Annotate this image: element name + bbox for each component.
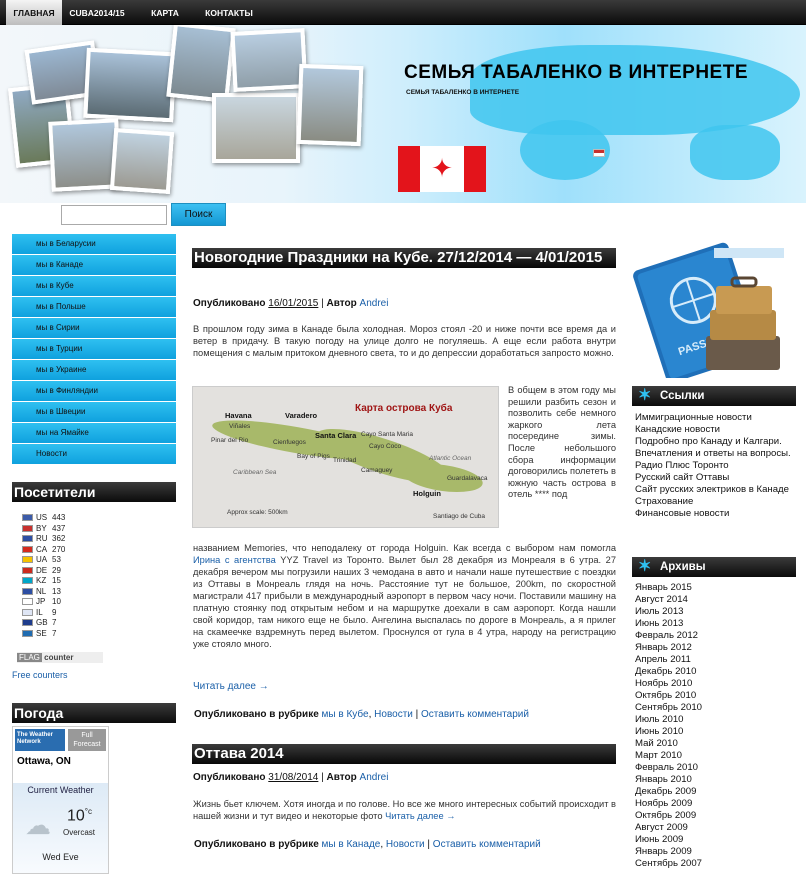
- map-label: Havana: [225, 411, 252, 420]
- visitor-row: [22, 534, 132, 545]
- passport-luggage-image: [624, 226, 796, 378]
- visitor-row: [22, 524, 132, 535]
- visitor-count: 13: [52, 586, 61, 596]
- cloud-icon: ☁: [25, 810, 51, 840]
- cuba-map-image[interactable]: [192, 386, 499, 528]
- visitor-count: 270: [52, 544, 66, 554]
- menu-item-canada[interactable]: мы в Канаде: [12, 255, 176, 276]
- author-label: Автор: [326, 298, 357, 309]
- post-meta: Опубликовано 16/01/2015 | Автор Andrei: [193, 298, 389, 309]
- map-label: Varadero: [285, 411, 318, 420]
- canada-flag: [398, 146, 486, 192]
- country-flag-icon: [22, 546, 33, 553]
- archive-item[interactable]: Июнь 2013: [635, 618, 684, 629]
- menu-item-turkey[interactable]: мы в Турции: [12, 339, 176, 360]
- weather-temperature: [67, 807, 92, 825]
- archives-title-text: Архивы: [660, 561, 706, 573]
- country-code: JP: [36, 597, 46, 606]
- map-label: Trinidad: [333, 457, 357, 464]
- link-item[interactable]: Страхование: [635, 496, 694, 507]
- world-map-shape: [690, 125, 780, 180]
- weather-condition: Overcast: [62, 828, 95, 837]
- menu-item-jamaica[interactable]: мы на Ямайке: [12, 423, 176, 444]
- map-label: Approx scale: 500km: [227, 509, 288, 516]
- archive-item[interactable]: Январь 2012: [635, 642, 692, 653]
- weather-widget-title: Погода: [12, 703, 176, 723]
- country-code: IL: [36, 607, 43, 617]
- read-more-link[interactable]: Читать далее →: [193, 681, 269, 692]
- map-label: Santa Clara: [315, 431, 357, 440]
- leave-comment-link[interactable]: Оставить комментарий: [432, 839, 541, 850]
- link-item[interactable]: Канадские новости: [635, 424, 721, 435]
- archive-item[interactable]: Август 2009: [635, 822, 688, 833]
- leave-comment-link[interactable]: Оставить комментарий: [421, 709, 529, 720]
- visitor-row: [22, 576, 132, 587]
- visitor-count: 443: [52, 513, 66, 522]
- visitor-count: 437: [52, 523, 66, 533]
- flag-counter-logo[interactable]: [17, 652, 103, 663]
- post-body-text: YYZ Travel из Торонто. Вылет был 28 декабря из Монреаля в 6 утра. 27 декабря вечером мы погрузили наших 3 чемодана в авто и начали наше путешествие с поездки из Оттавы в Монреаль глядя на ночь. Расстояние тут не большое, 200km, по скоростной магистрали 417 прибыли в международный аэропорт в первом часу ночи. Поставили машину на платную стоянку под открытым небом и на маршрутке доехали в сам аэропорт. Когда нашли свой коридор, там никого еще не было. Ангелина выспалась по дороге в Монреаль, а я прилег на скамеечке вздремнуть перед вылетом. Проснулся от гула в 4 утра, народу на регистрацию уже стояло много.: [193, 555, 616, 649]
- nav-home[interactable]: ГЛАВНАЯ: [6, 0, 62, 25]
- post-categories: Опубликовано в рубрике мы в Кубе, Новости | Оставить комментарий: [194, 709, 529, 720]
- photo-cathedral: [110, 128, 174, 194]
- visitor-count: 9: [52, 607, 57, 617]
- map-label: Guardalavaca: [447, 475, 488, 482]
- country-code: KZ: [36, 576, 47, 585]
- post-side-text: В общем в этом году мы решили разбить сезон и позволить себе немного жаркого лета посередине зимы. После небольшого сбора информации договорились полететь в южную часть острова в отель **** под: [508, 385, 616, 500]
- full-forecast-button[interactable]: Full Forecast: [68, 729, 106, 751]
- maple-leaf-icon: ✦: [431, 153, 453, 183]
- nav-sitemap[interactable]: КАРТА: [151, 8, 179, 18]
- menu-item-news[interactable]: Новости: [12, 444, 176, 465]
- temp-value: 10: [67, 807, 85, 825]
- weather-city: Ottawa, ON: [17, 756, 71, 767]
- sparkle-icon: ✶: [638, 387, 652, 404]
- weather-network-logo[interactable]: The Weather Network: [15, 729, 65, 751]
- photo-notre-dame: [297, 64, 364, 146]
- visitor-count: 7: [52, 618, 57, 627]
- country-flag-icon: [22, 514, 33, 521]
- map-label: Camaguey: [361, 467, 393, 474]
- visitor-count: 10: [52, 597, 61, 606]
- flag-counter-label: counter: [44, 653, 74, 662]
- map-label: Atlantic Ocean: [429, 455, 472, 462]
- archive-item[interactable]: Декабрь 2010: [635, 666, 697, 677]
- links-title-text: Ссылки: [660, 390, 705, 402]
- free-counters-link[interactable]: Free counters: [12, 670, 68, 680]
- country-flag-icon: [22, 609, 33, 616]
- country-code: SE: [36, 628, 47, 638]
- archive-item[interactable]: Декабрь 2009: [635, 786, 697, 797]
- photo-venice: [83, 48, 177, 123]
- visitor-row: [22, 555, 132, 566]
- menu-item-ukraine[interactable]: мы в Украине: [12, 360, 176, 381]
- menu-item-syria[interactable]: мы в Сирии: [12, 318, 176, 339]
- top-navigation: [0, 0, 806, 25]
- country-flag-icon: [22, 556, 33, 563]
- link-item[interactable]: Финансовые новости: [635, 508, 730, 519]
- world-map-shape: [470, 45, 800, 135]
- post-title[interactable]: Оттава 2014: [192, 744, 616, 764]
- post-author[interactable]: Andrei: [359, 772, 389, 783]
- flag-counter-flag-label: FLAG: [19, 653, 40, 662]
- author-label: Автор: [326, 772, 357, 783]
- country-flag-icon: [22, 598, 33, 605]
- menu-item-poland[interactable]: мы в Польше: [12, 297, 176, 318]
- country-code: CA: [36, 544, 48, 554]
- visitor-row: [22, 566, 132, 577]
- temp-unit: °c: [84, 807, 92, 816]
- country-code: GB: [36, 618, 48, 627]
- belarus-flag: [593, 149, 605, 157]
- post-body-text: названием Memories, что неподалеку от города Holguin. Как всегда с выбором нам помогла: [193, 543, 616, 553]
- visitor-row: [22, 618, 132, 629]
- post-body: [193, 542, 616, 650]
- published-label: Опубликовано: [193, 298, 266, 309]
- archives-list: [635, 582, 797, 870]
- map-label: Santiago de Cuba: [433, 513, 486, 520]
- visitors-widget-title: Посетители: [12, 482, 176, 502]
- links-list: [635, 412, 797, 520]
- map-label: Bay of Pigs: [297, 453, 330, 460]
- visitor-count: 29: [52, 565, 61, 575]
- archive-item[interactable]: Январь 2015: [635, 582, 692, 593]
- archive-item[interactable]: Февраль 2012: [635, 630, 699, 641]
- map-label: Viñales: [229, 423, 251, 430]
- menu-item-finland[interactable]: мы в Финляндии: [12, 381, 176, 402]
- visitor-row: [22, 545, 132, 556]
- country-flag-icon: [22, 577, 33, 584]
- archives-widget-title: [632, 557, 796, 577]
- archive-item[interactable]: Октябрь 2010: [635, 690, 697, 701]
- visitor-count: 362: [52, 534, 66, 543]
- post-title[interactable]: Новогодние Праздники на Кубе. 27/12/2014 — 4/01/2015: [192, 248, 616, 268]
- country-flag-icon: [22, 619, 33, 626]
- category-link-cuba[interactable]: мы в Кубе: [321, 709, 369, 720]
- archive-item[interactable]: Апрель 2011: [635, 654, 691, 665]
- country-flag-icon: [22, 567, 33, 574]
- photo-city: [230, 28, 307, 92]
- visitor-row: [22, 587, 132, 598]
- forecast-day: Wed Eve: [42, 852, 79, 862]
- map-label: Cayo Coco: [369, 443, 402, 450]
- current-weather-label: Current Weather: [27, 785, 94, 795]
- site-title[interactable]: СЕМЬЯ ТАБАЛЕНКО В ИНТЕРНЕТЕ: [404, 62, 748, 83]
- archive-item[interactable]: Июнь 2009: [635, 834, 684, 845]
- visitor-count: 7: [52, 628, 57, 638]
- nav-contacts[interactable]: КОНТАКТЫ: [205, 8, 253, 18]
- map-label: Cienfuegos: [273, 439, 306, 446]
- post-intro-text: Жизнь бьет ключем. Хотя иногда и по голове. Но все же много интересных событий происходит в нашей жизни и тут видео и некоторые фото: [193, 799, 616, 821]
- visitor-list: [22, 513, 132, 639]
- archive-item[interactable]: Февраль 2010: [635, 762, 699, 773]
- archive-item[interactable]: Июль 2013: [635, 606, 684, 617]
- weather-widget: [12, 726, 109, 874]
- visitor-row: [22, 608, 132, 619]
- visitor-row: [22, 597, 132, 608]
- archive-item[interactable]: Июль 2010: [635, 714, 684, 725]
- category-label: Опубликовано в рубрике: [194, 709, 319, 720]
- country-code: RU: [36, 534, 48, 543]
- archive-item[interactable]: Август 2014: [635, 594, 688, 605]
- menu-item-sweden[interactable]: мы в Швеции: [12, 402, 176, 423]
- archive-item[interactable]: Май 2010: [635, 738, 678, 749]
- archive-item[interactable]: Сентябрь 2007: [635, 858, 702, 869]
- archive-item[interactable]: Октябрь 2009: [635, 810, 697, 821]
- category-link-news[interactable]: Новости: [385, 839, 425, 850]
- country-code: UA: [36, 555, 48, 564]
- read-more-link[interactable]: Читать далее →: [385, 811, 456, 821]
- post-meta: Опубликовано 31/08/2014 | Автор Andrei: [193, 772, 389, 783]
- map-label: Holguin: [413, 489, 441, 498]
- archive-item[interactable]: Март 2010: [635, 750, 682, 761]
- photo-tower: [166, 25, 236, 103]
- archive-item[interactable]: Сентябрь 2010: [635, 702, 702, 713]
- map-label: Cayo Santa Maria: [361, 431, 414, 438]
- category-link-news[interactable]: Новости: [374, 709, 413, 720]
- link-item[interactable]: Русский сайт Оттавы: [635, 472, 730, 483]
- post-intro: [193, 798, 616, 822]
- country-flag-icon: [22, 588, 33, 595]
- category-link-canada[interactable]: мы в Канаде: [321, 839, 381, 850]
- category-label: Опубликовано в рубрике: [194, 839, 319, 850]
- menu-item-belarus[interactable]: мы в Беларусии: [12, 234, 176, 255]
- map-title: Карта острова Куба: [355, 403, 453, 414]
- link-item[interactable]: Иммиграционные новости: [635, 412, 752, 423]
- country-code: DE: [36, 565, 48, 575]
- archive-item[interactable]: Июнь 2010: [635, 726, 684, 737]
- post-author[interactable]: Andrei: [359, 298, 389, 309]
- link-item[interactable]: Радио Плюс Торонто: [635, 460, 729, 471]
- agency-link[interactable]: Ирина с агентства: [193, 555, 276, 565]
- sparkle-icon: ✶: [638, 558, 652, 575]
- archive-item[interactable]: Январь 2010: [635, 774, 692, 785]
- post-date[interactable]: 31/08/2014: [268, 772, 319, 783]
- visitor-row: [22, 629, 132, 640]
- archive-item[interactable]: Ноябрь 2010: [635, 678, 693, 689]
- archive-item[interactable]: Январь 2009: [635, 846, 692, 857]
- visitor-row: [22, 513, 132, 524]
- country-code: US: [36, 513, 48, 522]
- country-flag-icon: [22, 525, 33, 532]
- nav-cuba[interactable]: CUBA2014/15: [69, 8, 125, 18]
- post-intro: В прошлом году зима в Канаде была холодная. Мороз стоял -20 и ниже почти все время да и ветер в придачу. В такую погоду на улице долго не погуляешь. А еще если работа внутри помещения с малым притоком дневного света, то и до депрессии доработаться запросто можно.: [193, 324, 616, 358]
- country-flag-icon: [22, 535, 33, 542]
- published-label: Опубликовано: [193, 772, 266, 783]
- map-label: Caribbean Sea: [233, 469, 277, 476]
- link-item[interactable]: Сайт русских электриков в Канаде: [635, 484, 789, 495]
- country-flag-icon: [22, 630, 33, 637]
- post-date[interactable]: 16/01/2015: [268, 298, 319, 309]
- visitor-count: 53: [52, 555, 61, 564]
- category-menu: [12, 234, 176, 465]
- menu-item-cuba[interactable]: мы в Кубе: [12, 276, 176, 297]
- country-code: BY: [36, 523, 47, 533]
- link-item[interactable]: Подробно про Канаду и Калгари. Впечатления и ответы на вопросы.: [635, 436, 791, 459]
- map-label: Pinar del Rio: [211, 437, 249, 444]
- search-input[interactable]: [61, 205, 167, 225]
- site-description: СЕМЬЯ ТАБАЛЕНКО В ИНТЕРНЕТЕ: [406, 89, 520, 96]
- visitor-count: 15: [52, 576, 61, 585]
- links-widget-title: [632, 386, 796, 406]
- country-code: NL: [36, 586, 47, 596]
- site-header: [0, 25, 806, 203]
- photo-fountain: [212, 93, 300, 163]
- search-button[interactable]: Поиск: [171, 203, 226, 226]
- archive-item[interactable]: Ноябрь 2009: [635, 798, 693, 809]
- post-categories: Опубликовано в рубрике мы в Канаде, Новости | Оставить комментарий: [194, 839, 541, 850]
